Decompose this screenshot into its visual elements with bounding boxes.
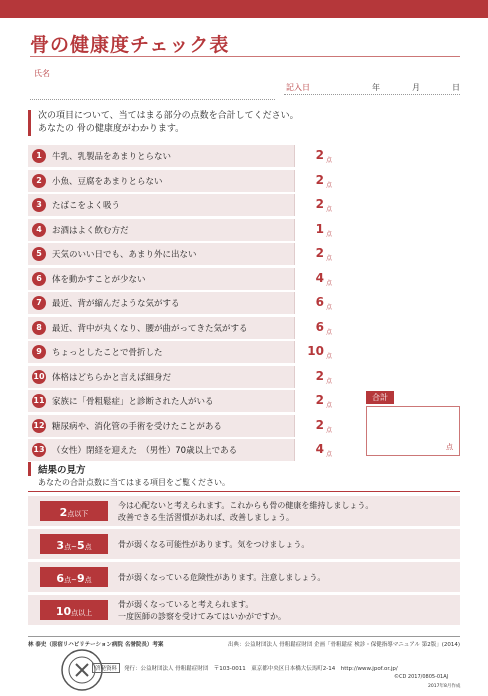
range-value: 6 (56, 572, 65, 585)
checklist-row[interactable] (28, 390, 334, 412)
item-number: 1 (32, 149, 46, 163)
item-points[interactable] (294, 439, 335, 461)
checklist-row[interactable] (28, 219, 334, 241)
range-suffix: 点~ (64, 543, 77, 551)
range-suffix: 点以上 (71, 609, 93, 617)
checklist-row[interactable] (28, 317, 334, 339)
points-value: 2 (315, 197, 324, 211)
day-label: 日 (452, 83, 460, 92)
points-value: 4 (315, 442, 324, 456)
author-credit: 林 泰史（原宿リハビリテーション病院 名誉院長）考案 (28, 642, 164, 648)
item-points[interactable] (294, 194, 335, 216)
document-tag: 啓発資料 (92, 663, 120, 673)
checklist-row[interactable] (28, 292, 334, 314)
item-text: 家族に「骨粗鬆症」と診断された人がいる (52, 397, 214, 407)
checklist-row[interactable] (28, 194, 334, 216)
range-suffix-2: 点 (84, 576, 92, 584)
results-divider (28, 491, 460, 492)
points-value: 6 (315, 319, 324, 334)
item-text: 体を動かすことが少ない (52, 274, 146, 285)
total-label: 合計 (366, 391, 394, 404)
range-value: 3 (56, 539, 65, 552)
item-points[interactable] (294, 390, 335, 412)
checklist-row[interactable] (28, 170, 334, 192)
item-number: 4 (32, 223, 46, 237)
item-text: 天気のいい日でも、あまり外に出ない (52, 250, 197, 260)
header-bar (0, 0, 488, 18)
item-points[interactable] (294, 145, 335, 167)
points-unit: 点 (325, 328, 332, 336)
checklist-row[interactable] (28, 145, 334, 167)
points-value: 2 (315, 148, 324, 162)
item-points[interactable] (294, 366, 335, 388)
points-unit: 点 (325, 426, 332, 434)
points-unit: 点 (325, 304, 332, 311)
points-value: 2 (315, 246, 324, 260)
item-number: 2 (32, 174, 46, 188)
instructions-line-1: 次の項目について、当てはまる部分の点数を合計してください。 (38, 111, 299, 121)
item-number: 10 (32, 370, 46, 384)
item-text: 牛乳、乳製品をあまりとらない (52, 152, 172, 162)
item-number: 13 (32, 443, 46, 457)
result-row (28, 529, 460, 559)
total-unit: 点 (446, 443, 453, 451)
range-suffix-2: 点 (84, 543, 92, 551)
item-number: 7 (32, 296, 46, 310)
item-number: 12 (32, 419, 46, 433)
item-points[interactable] (294, 170, 335, 192)
range-value: 10 (55, 605, 72, 618)
footer-divider (28, 636, 460, 637)
points-unit: 点 (325, 181, 332, 189)
points-value: 1 (315, 221, 324, 236)
title-underline (30, 56, 460, 57)
instructions-line-2: あなたの 骨の健康度がわかります。 (38, 124, 185, 134)
checklist-row[interactable] (28, 415, 334, 437)
item-text: お酒はよく飲む方だ (52, 225, 129, 236)
item-number: 6 (32, 272, 46, 286)
result-text-1: 骨が弱くなっていると考えられます。 (118, 600, 254, 609)
year-label: 年 (372, 83, 380, 92)
range-suffix: 点~ (64, 576, 77, 584)
result-row (28, 595, 460, 625)
page-title: 骨の健康度チェック表 (30, 34, 230, 56)
item-points[interactable] (294, 268, 335, 290)
checklist-row[interactable] (28, 341, 334, 363)
total-field[interactable] (366, 406, 460, 456)
score-range-badge (40, 534, 108, 554)
points-unit: 点 (325, 279, 332, 287)
range-value-2: 5 (76, 539, 85, 552)
points-value: 6 (315, 295, 324, 309)
range-value: 2 (59, 506, 68, 519)
range-suffix: 点以下 (67, 510, 89, 518)
points-value: 10 (307, 344, 324, 358)
score-range-badge (40, 600, 108, 620)
item-text: 最近、背中が丸くなり、腰が曲がってきた気がする (52, 323, 248, 334)
item-number: 5 (32, 247, 46, 261)
points-unit: 点 (325, 230, 332, 238)
checklist-row[interactable] (28, 243, 334, 265)
result-row (28, 496, 460, 526)
item-text: 最近、背が縮んだような気がする (52, 299, 180, 309)
instructions (28, 110, 299, 136)
points-unit: 点 (325, 206, 332, 213)
checklist-row[interactable] (28, 268, 334, 290)
points-value: 2 (315, 368, 324, 383)
item-number: 3 (32, 198, 46, 212)
range-value-2: 9 (76, 572, 85, 585)
checklist-row[interactable] (28, 366, 334, 388)
results-heading: 結果の見方 (28, 462, 86, 476)
item-text: 小魚、豆腐をあまりとらない (52, 176, 163, 187)
month-label: 月 (412, 83, 420, 92)
result-text-2: 一度医師の診察を受けてみてはいかがですか。 (118, 612, 286, 621)
points-unit: 点 (325, 255, 332, 262)
creation-date: 2017年8月作成 (428, 684, 461, 689)
points-value: 4 (315, 270, 324, 285)
item-points[interactable] (294, 292, 335, 314)
points-value: 2 (315, 172, 324, 187)
result-text-1: 骨が弱くなっている危険性があります。注意しましょう。 (118, 573, 326, 582)
item-text: ちょっとしたことで骨折した (52, 348, 163, 358)
result-row (28, 562, 460, 592)
item-number: 8 (32, 321, 46, 335)
item-points[interactable] (294, 341, 335, 363)
results-subheading: あなたの合計点数に当てはまる項目をご覧ください。 (38, 478, 230, 487)
results-table (28, 496, 460, 628)
checklist-row[interactable] (28, 439, 334, 461)
item-points[interactable] (294, 415, 335, 437)
points-unit: 点 (325, 402, 332, 409)
item-text: 体格はどちらかと言えば細身だ (52, 372, 172, 383)
item-text: （女性）閉経を迎えた （男性）70歳以上である (52, 446, 238, 456)
result-text-1: 今は心配ないと考えられます。これからも骨の健康を維持しましょう。 (118, 501, 374, 510)
points-unit: 点 (325, 353, 332, 360)
item-points[interactable] (294, 243, 335, 265)
item-number: 11 (32, 394, 46, 408)
publisher-info: 発行：公益財団法人 骨粗鬆症財団 〒103-0011 東京都中央区日本橋大伝馬町2-14 http://www.jpof.or.jp/ (124, 666, 398, 672)
item-number: 9 (32, 345, 46, 359)
item-points[interactable] (294, 317, 335, 339)
date-field[interactable] (284, 94, 460, 95)
points-value: 2 (315, 417, 324, 432)
source-credit: 出典：公益財団法人 骨粗鬆症財団 企画「骨粗鬆症 検診・保健指導マニュアル 第2版」(2014) (228, 642, 461, 648)
result-text-2: 改善できる生活習慣があれば、改善しましょう。 (118, 513, 294, 522)
points-value: 2 (315, 393, 324, 407)
item-points[interactable] (294, 219, 335, 241)
item-text: 糖尿病や、消化管の手術を受けたことがある (52, 421, 222, 432)
points-unit: 点 (325, 377, 332, 385)
item-text: たばこをよく吸う (52, 201, 121, 211)
date-label: 記入日 (286, 83, 310, 92)
result-text-1: 骨が弱くなる可能性があります。気をつけましょう。 (118, 540, 310, 549)
checklist (28, 145, 334, 464)
points-unit: 点 (325, 157, 332, 164)
score-range-badge (40, 501, 108, 521)
document-code: ©CD 2017/0805-01AJ (394, 674, 449, 680)
name-label: 氏名 (34, 69, 50, 78)
score-range-badge (40, 567, 108, 587)
points-unit: 点 (325, 451, 332, 458)
name-field[interactable] (30, 99, 275, 100)
